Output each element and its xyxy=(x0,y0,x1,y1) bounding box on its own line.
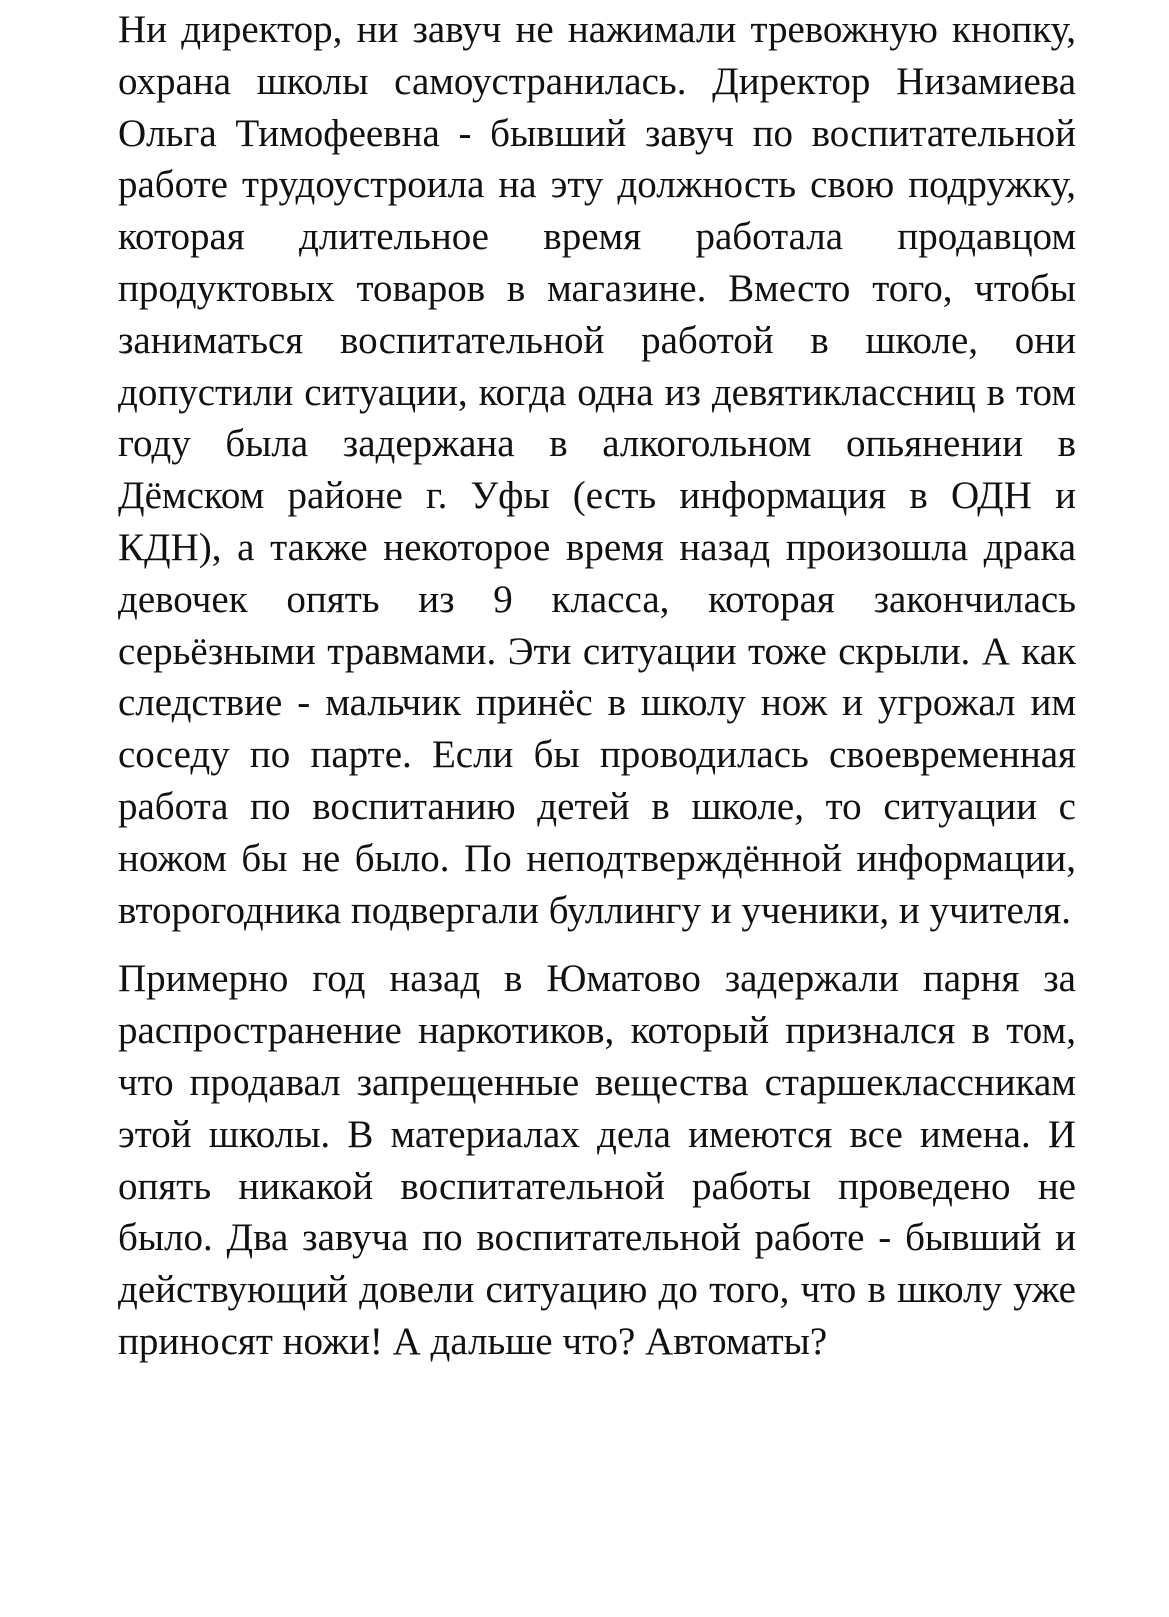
paragraph-2: Примерно год назад в Юматово задержали парня за распространение наркотиков, который признался в том, что продавал запрещенные вещества старшеклассникам этой школы. В материалах дела имеются все имена. И опять никакой воспитательной работы проведено не было. Два завуча по воспитательной работе - бывший и действующий довели ситуацию до того, что в школу уже приносят ножи! А дальше что? Автоматы? xyxy=(118,957,1076,1363)
paragraph-1: Ни директор, ни завуч не нажимали тревожную кнопку, охрана школы самоустранилась. Директор Низамиева Ольга Тимофеевна - бывший завуч по воспитательной работе трудоустроила на эту должность свою подружку, которая длительное время работала продавцом продуктовых товаров в магазине. Вместо того, чтобы заниматься воспитательной работой в школе, они допустили ситуации, когда одна из девятиклассниц в том году была задержана в алкогольном опьянении в Дёмском районе г. Уфы (есть информация в ОДН и КДН), а также некоторое время назад произошла драка девочек опять из 9 класса, которая закончилась серьёзными травмами. Эти ситуации тоже скрыли. А как следствие - мальчик принёс в школу нож и угрожал им соседу по парте. Если бы проводилась своевременная работа по воспитанию детей в школе, то ситуации с ножом бы не было. По неподтверждённой информации, второгодника подвергали буллингу и ученики, и учителя. xyxy=(118,8,1076,932)
document-page xyxy=(118,4,1076,1368)
